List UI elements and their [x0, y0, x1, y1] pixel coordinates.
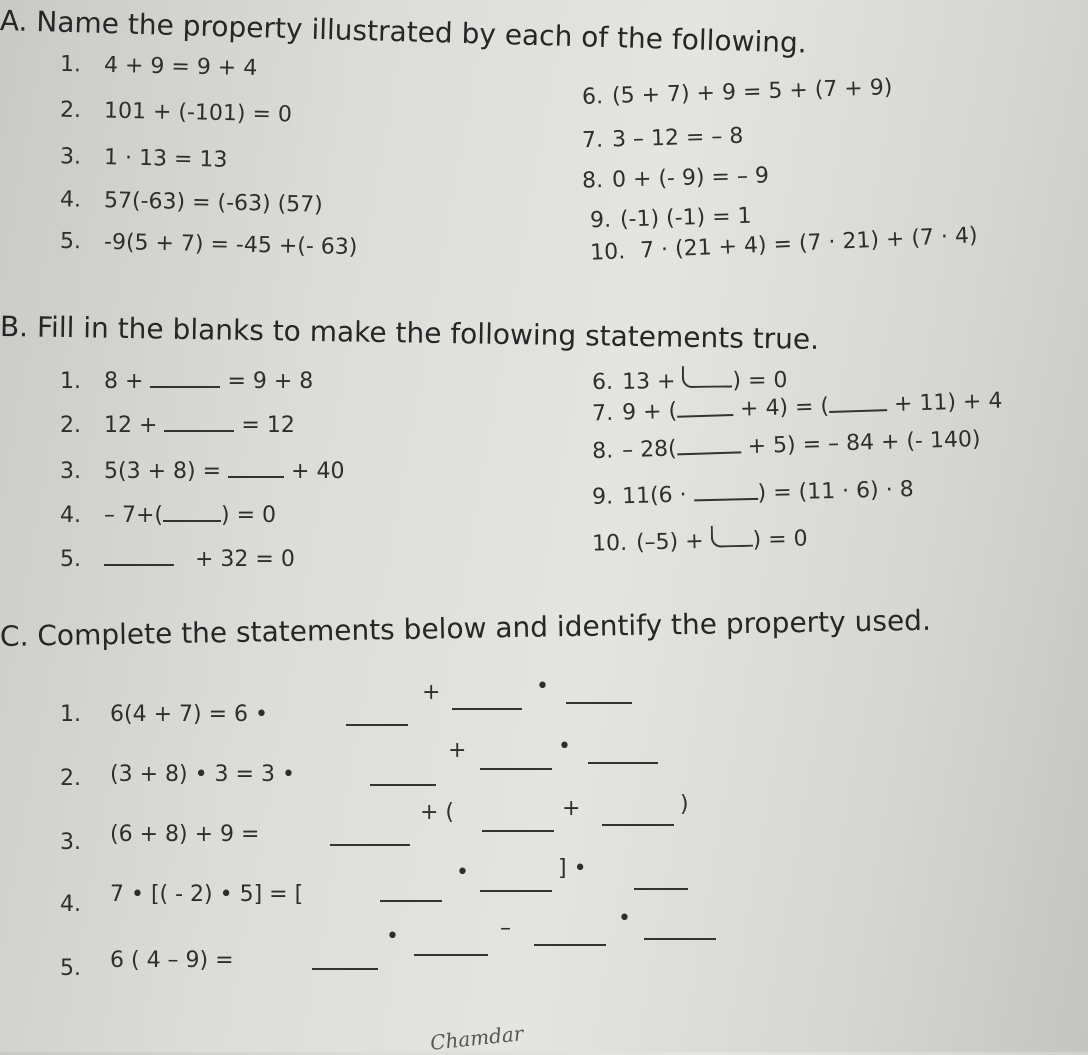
a-item-6: 6. (5 + 7) + 9 = 5 + (7 + 9)	[581, 75, 893, 110]
section-a-heading: A. Name the property illustrated by each of the following.	[0, 4, 808, 60]
b-item-5: 5. + 32 = 0	[60, 544, 295, 572]
a-item-8: 8. 0 + (- 9) = – 9	[581, 163, 770, 194]
a-item-1: 1. 4 + 9 = 9 + 4	[59, 51, 258, 82]
c-item-5: 5. 6 ( 4 – 9) = • – •	[60, 950, 740, 990]
c-item-2: 2. (3 + 8) • 3 = 3 • + •	[60, 758, 700, 798]
c-item-4: 4. 7 • [( - 2) • 5] = [ • ] •	[60, 886, 720, 926]
a-item-10: 10. 7 · (21 + 4) = (7 · 21) + (7 · 4)	[589, 223, 979, 266]
b2-blank[interactable]	[164, 410, 234, 432]
b7-blank-1[interactable]	[677, 394, 734, 418]
a-item-5: 5. -9(5 + 7) = -45 +(- 63)	[59, 228, 358, 261]
b-item-1: 1. 8 + = 9 + 8	[60, 366, 313, 394]
b1-blank[interactable]	[150, 366, 220, 388]
c1-blank-1[interactable]	[346, 704, 408, 726]
b3-blank[interactable]	[228, 456, 284, 478]
signature: Chamdar	[429, 1021, 525, 1055]
b6-blank[interactable]	[682, 366, 732, 389]
a-item-7: 7. 3 – 12 = – 8	[581, 123, 744, 154]
c5-blank-1[interactable]	[312, 948, 378, 970]
b-item-7: 7. 9 + ( + 4) = ( + 11) + 4	[591, 388, 1003, 427]
b-item-8: 8. – 28( + 5) = – 84 + (- 140)	[591, 426, 981, 465]
c4-blank-1[interactable]	[380, 880, 442, 902]
b4-blank[interactable]	[163, 500, 221, 522]
c2-blank-3[interactable]	[588, 742, 658, 764]
c4-blank-3[interactable]	[634, 868, 688, 890]
c1-blank-3[interactable]	[566, 682, 632, 704]
a-item-2: 2. 101 + (-101) = 0	[59, 97, 293, 128]
b8-blank[interactable]	[676, 431, 741, 455]
b7-blank-2[interactable]	[829, 389, 888, 413]
section-b-heading: B. Fill in the blanks to make the following statements true.	[0, 310, 820, 356]
b10-blank[interactable]	[710, 525, 753, 548]
c4-blank-2[interactable]	[480, 870, 552, 892]
a-item-4: 4. 57(-63) = (-63) (57)	[59, 187, 323, 218]
c-item-1: 1. 6(4 + 7) = 6 • + •	[60, 694, 680, 734]
c3-blank-3[interactable]	[602, 804, 674, 826]
a-item-9: 9. (-1) (-1) = 1	[589, 203, 752, 234]
c2-blank-1[interactable]	[370, 764, 436, 786]
c3-blank-2[interactable]	[482, 810, 554, 832]
b-item-10: 10. (–5) + ) = 0	[591, 526, 808, 557]
c2-blank-2[interactable]	[480, 748, 552, 770]
b-item-6: 6. 13 + ) = 0	[592, 365, 788, 395]
b-item-4: 4. – 7+( ) = 0	[60, 500, 276, 528]
c5-blank-2[interactable]	[414, 934, 488, 956]
c3-blank-1[interactable]	[330, 824, 410, 846]
b-item-2: 2. 12 + = 12	[60, 410, 295, 438]
c1-blank-2[interactable]	[452, 688, 522, 710]
c5-blank-3[interactable]	[534, 924, 606, 946]
section-c-heading: C. Complete the statements below and identify the property used.	[0, 603, 932, 653]
c-item-3: 3. (6 + 8) + 9 = + ( + )	[60, 792, 689, 855]
b9-blank[interactable]	[693, 478, 758, 502]
b5-blank[interactable]	[104, 544, 174, 566]
b-item-3: 3. 5(3 + 8) = + 40	[60, 456, 344, 484]
b-item-9: 9. 11(6 · ) = (11 · 6) · 8	[591, 477, 914, 510]
a-item-3: 3. 1 · 13 = 13	[59, 144, 228, 173]
c5-blank-4[interactable]	[644, 918, 716, 940]
